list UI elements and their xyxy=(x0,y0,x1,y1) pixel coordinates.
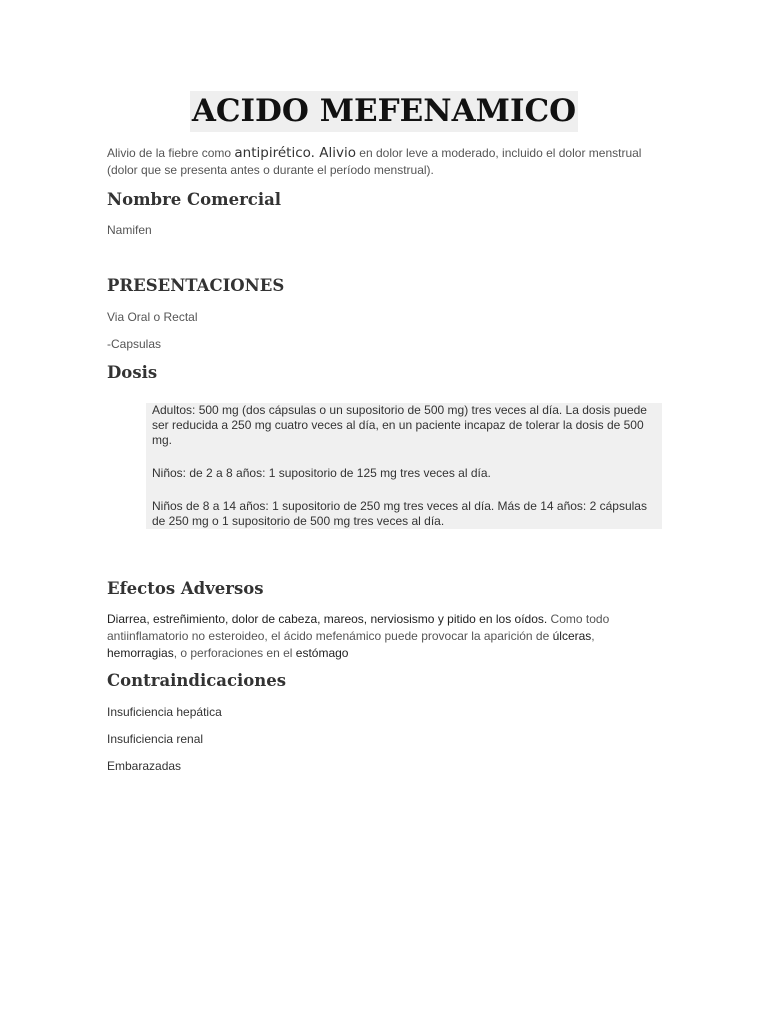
efectos-text-5: hemorragias xyxy=(107,646,174,660)
contraindicacion-item: Insuficiencia hepática xyxy=(107,705,222,719)
efectos-text-6: , o perforaciones en el xyxy=(173,646,296,660)
heading-nombre-comercial: Nombre Comercial xyxy=(107,190,282,209)
contraindicacion-item: Embarazadas xyxy=(107,759,182,773)
efectos-adversos-paragraph xyxy=(107,611,667,662)
heading-efectos-adversos: Efectos Adversos xyxy=(107,579,264,598)
heading-contraindicaciones: Contraindicaciones xyxy=(107,671,287,690)
efectos-text-3: úlceras xyxy=(552,629,592,643)
dosis-paragraph: Adultos: 500 mg (dos cápsulas o un supositorio de 500 mg) tres veces al día. La dosis puede ser reducida a 250 mg cuatro veces al día, en un paciente incapaz de tolerar la dosis de 500 mg. xyxy=(152,403,647,447)
intro-text-1: Alivio de la fiebre como xyxy=(107,146,235,160)
page-title: ACIDO MEFENAMICO xyxy=(190,91,578,132)
efectos-text-4: , xyxy=(591,629,595,643)
intro-text-3: en dolor leve a moderado, incluido el dolor menstrual (dolor que se presenta antes o durante el período menstrual). xyxy=(107,146,642,177)
intro-text-2: antipirético. Alivio xyxy=(234,145,356,161)
intro-paragraph xyxy=(107,145,667,179)
presentacion-item: Via Oral o Rectal xyxy=(107,310,198,324)
heading-dosis: Dosis xyxy=(107,363,158,382)
title-container xyxy=(0,91,768,132)
contraindicacion-item: Insuficiencia renal xyxy=(107,732,204,746)
nombre-comercial-value: Namifen xyxy=(107,223,152,237)
efectos-text-2: Como todo antiinflamatorio no esteroideo, el ácido mefenámico puede provocar la aparición de xyxy=(107,612,610,643)
heading-presentaciones: PRESENTACIONES xyxy=(107,276,285,295)
presentacion-item: -Capsulas xyxy=(107,337,162,351)
efectos-text-7: estómago xyxy=(295,646,349,660)
dosis-paragraph: Niños de 8 a 14 años: 1 supositorio de 250 mg tres veces al día. Más de 14 años: 2 cápsulas de 250 mg o 1 supositorio de 500 mg tres veces al día. xyxy=(152,499,647,528)
dosis-paragraph: Niños: de 2 a 8 años: 1 supositorio de 125 mg tres veces al día. xyxy=(152,466,491,480)
efectos-text-1: Diarrea, estreñimiento, dolor de cabeza, mareos, nerviosismo y pitido en los oídos. xyxy=(107,612,548,626)
